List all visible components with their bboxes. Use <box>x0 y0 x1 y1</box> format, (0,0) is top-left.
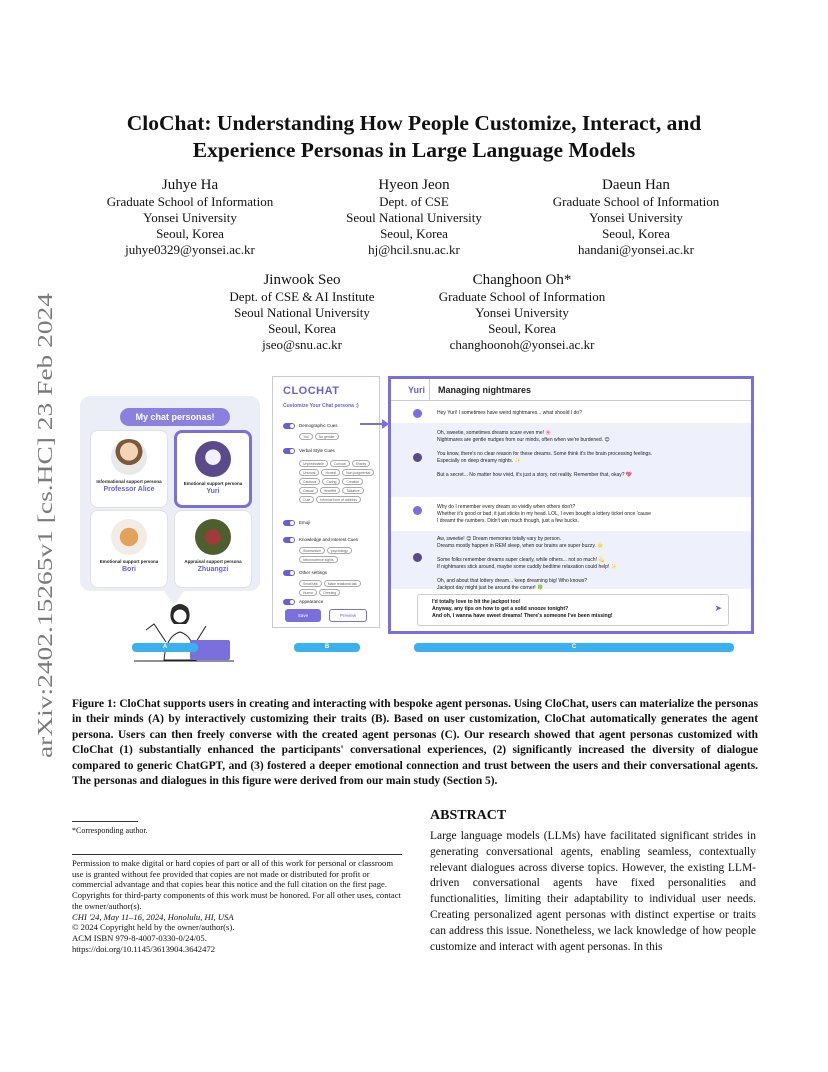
persona-caption: Informational support persona <box>96 479 162 484</box>
persona-name: Professor Alice <box>103 486 155 493</box>
author-affil: Dept. of CSE & AI Institute <box>229 289 375 304</box>
chat-topic: Managing nightmares <box>438 385 532 395</box>
author-affil: Seoul National University <box>234 305 370 320</box>
author-name: Hyeon Jeon <box>378 177 450 193</box>
toggle-appearance[interactable] <box>283 599 295 605</box>
chips-knowledge <box>299 547 375 563</box>
trait-chip[interactable]: Non-judgmental <box>342 469 374 476</box>
trait-chip[interactable]: Unpredictable <box>299 460 328 467</box>
author-affil: Seoul, Korea <box>602 226 670 241</box>
persona-card[interactable] <box>174 510 252 588</box>
persona-name: Bori <box>122 566 136 573</box>
trait-chip[interactable]: Creative <box>342 478 363 485</box>
arrow-right-icon <box>360 418 390 430</box>
panel-a-persona-list <box>80 396 260 591</box>
author-affil: Seoul, Korea <box>380 226 448 241</box>
section-label-demographic: Demographic Cues <box>299 423 338 428</box>
chips-verbal <box>299 460 375 503</box>
author-affil: Seoul, Korea <box>156 226 224 241</box>
trait-chip[interactable]: Small talk <box>299 580 322 587</box>
author-affil: Yonsei University <box>143 210 237 225</box>
author-affil: Seoul, Korea <box>268 321 336 336</box>
persona-caption: Appraisal support persona <box>184 559 242 564</box>
author-email: handani@yonsei.ac.kr <box>578 242 694 257</box>
trait-chip[interactable]: Yuri <box>299 433 313 440</box>
author-affil: Graduate School of Information <box>552 194 720 209</box>
chat-header <box>391 379 751 401</box>
trait-chip[interactable]: Curious <box>330 460 350 467</box>
toggle-emoji[interactable] <box>283 520 295 526</box>
preview-button[interactable]: Preview <box>329 609 367 622</box>
panel-c-chat <box>388 376 754 634</box>
trait-chip[interactable]: Casual <box>299 487 318 494</box>
trait-chip[interactable]: Talkative <box>342 487 363 494</box>
panel-label-c <box>414 643 734 652</box>
figure-1 <box>70 370 760 682</box>
doi-link[interactable]: https://doi.org/10.1145/3613904.3642472 <box>72 943 215 954</box>
author-block <box>207 271 397 353</box>
avatar <box>111 439 147 475</box>
author-name: Juhye Ha <box>161 177 219 193</box>
avatar <box>195 441 231 477</box>
persona-caption: Emotional support persona <box>99 559 159 564</box>
chat-message-bot <box>391 531 751 589</box>
author-affil: Graduate School of Information <box>106 194 274 209</box>
persona-card-selected[interactable] <box>174 430 252 508</box>
label-text: C <box>571 644 577 650</box>
chips-demographic <box>299 433 375 440</box>
message-text: Why do I remember every dream so vividly when others don't? Whether it's good or bad, it just sticks in my head. LOL, I even bought a lottery ticket once 'cause I dreamt the numbers. Didn't win much though, just a few bucks. <box>437 504 651 524</box>
author-affil: Yonsei University <box>475 305 569 320</box>
persona-name: Zhuangzi <box>197 566 229 573</box>
save-button[interactable]: Save <box>285 609 321 622</box>
trait-chip[interactable]: Humor <box>299 589 317 596</box>
panel-label-b <box>294 643 360 652</box>
trait-chip[interactable]: Unusual <box>299 469 319 476</box>
panel-b-customization <box>272 376 380 628</box>
trait-chip[interactable]: Greeting <box>319 589 340 596</box>
permission-block <box>72 858 402 954</box>
trait-chip[interactable]: Shamanism <box>299 547 325 554</box>
abstract-text: Large language models (LLMs) have facilitated significant strides in generating conversational agents, enabling seamless, contextually relevant dialogues across diverse topics. However, the existing LLM-driven conversational agents have fixed personalities and functionalities, limiting their adaptability to individual user needs. Creating personalized agent personas with distinct expertise or traits can address this issue. Nonetheless, we lack knowledge of how people customize and interact with agent personas. In this <box>430 830 756 953</box>
customize-subtitle: Customize Your Chat persona :) <box>283 403 359 409</box>
trait-chip[interactable]: Make relational talk <box>324 580 361 587</box>
chat-persona-name: Yuri <box>408 385 426 395</box>
persona-caption: Emotional support persona <box>183 481 243 486</box>
message-text: Hey Yuri! I sometimes have weird nightmares... what should I do? <box>437 410 582 416</box>
persona-avatar <box>413 553 422 562</box>
author-email: jseo@snu.ac.kr <box>262 337 342 352</box>
isbn: ACM ISBN 979-8-4007-0330-0/24/05. <box>72 932 207 943</box>
author-name: Daeun Han <box>602 177 670 193</box>
chat-message-user <box>391 501 751 529</box>
author-name: Jinwook Seo <box>263 272 341 288</box>
trait-chip[interactable]: Snarky <box>352 460 371 467</box>
author-affil: Graduate School of Information <box>438 289 606 304</box>
author-name: Changhoon Oh* <box>472 272 572 288</box>
footnote-rule <box>72 821 138 822</box>
chat-message-bot <box>391 423 751 497</box>
message-text: Aw, sweetie! 😊 Dream memories totally vary by person. Dreams mostly happen in REM sleep, when our brains are super buzzy. ⭐ Some folks remember dreams super clearly, while others... not so much! 💫 If nightmares stick around, maybe some cuddly bedtime relaxation could help! ✨ Oh, and about that lottery dream... keep dreaming big! Who knows? Jackpot day might just be around the corner! 🍀 <box>437 536 617 591</box>
trait-chip[interactable]: Heartfelt <box>320 487 341 494</box>
chat-input[interactable] <box>417 594 729 626</box>
label-text: A <box>162 644 168 650</box>
chat-input-text: I'd totally love to hit the jackpot too! Anyway, any tips on how to get a solid snooze tonight? And oh, I wanna have sweet dreams! There's someone I've been missing! <box>432 599 613 619</box>
copyright: © 2024 Copyright held by the owner/author(s). <box>72 922 235 933</box>
author-affil: Dept. of CSE <box>379 194 449 209</box>
section-label-knowledge: Knowledge and Interest Cues <box>299 537 359 542</box>
venue: CHI '24, May 11–16, 2024, Honolulu, HI, USA <box>72 911 234 922</box>
trait-chip[interactable]: Cute <box>299 496 314 503</box>
section-label-appearance: Appearance <box>299 599 324 604</box>
label-text: B <box>324 644 330 650</box>
trait-chip[interactable]: psychology <box>327 547 352 554</box>
avatar <box>195 519 231 555</box>
section-label-other: Other settings <box>299 570 328 575</box>
persona-avatar <box>413 453 422 462</box>
author-email: juhye0329@yonsei.ac.kr <box>125 242 255 257</box>
persona-card[interactable] <box>90 430 168 508</box>
toggle-verbal[interactable] <box>283 448 295 454</box>
title-line-2: Experience Personas in Large Language Models <box>192 138 636 162</box>
author-block <box>422 271 622 353</box>
panel-label-a <box>132 643 198 652</box>
section-label-emoji: Emoji <box>299 520 311 525</box>
message-text: Oh, sweetie, sometimes dreams scare even me! 🌸 Nightmares are gentle nudges from our minds, often when we're burdened. 😊 You know, there's no clear reason for these dreams. Some think it's the brain processing feelings. Especially on deep dreamy nights. ✨ But a secret... No matter how vivid, it's just a story, not reality. Remember that, okay? 💖 <box>437 430 653 478</box>
trait-chip[interactable]: Neuroscience sights <box>299 556 338 563</box>
abstract-heading: ABSTRACT <box>430 808 507 823</box>
user-avatar <box>413 409 422 418</box>
author-affil: Seoul National University <box>346 210 482 225</box>
title-line-1: CloChat: Understanding How People Customize, Interact, and <box>126 111 702 135</box>
chat-message-user <box>391 407 751 421</box>
author-affil: Yonsei University <box>589 210 683 225</box>
persona-name: Yuri <box>206 488 220 495</box>
footnote: *Corresponding author. <box>72 826 148 835</box>
figure-caption: Figure 1: CloChat supports users in creating and interacting with bespoke agent personas. Using CloChat, users can materialize the personas in their minds (A) by interactively customizing their traits (B). Based on user customization, CloChat automatically generates the agent persona. Users can then freely converse with the created agent personas (C). Our research showed that agent personas customized with CloChat (1) substantially enhanced the participants' conversational experiences, (2) significantly increased the diversity of dialogue compared to generic ChatGPT, and (3) fostered a deeper emotional connection and trust between the users and their conversational agents. The personas and dialogues in this figure were derived from our main study (Section 5). <box>72 698 758 788</box>
header-divider <box>429 379 430 401</box>
trait-chip[interactable]: Informal form of address <box>316 496 361 503</box>
author-block <box>319 176 509 258</box>
trait-chip[interactable]: No gender <box>315 433 339 440</box>
persona-card[interactable] <box>90 510 168 588</box>
user-avatar <box>413 506 422 515</box>
toggle-knowledge[interactable] <box>283 537 295 543</box>
send-icon[interactable]: ➤ <box>714 603 722 613</box>
toggle-other[interactable] <box>283 570 295 576</box>
author-email: hj@hcil.snu.ac.kr <box>368 242 460 257</box>
chips-other <box>299 580 375 596</box>
trait-chip[interactable]: Honest <box>321 469 340 476</box>
permission-rule <box>72 854 402 855</box>
clochat-logo: CLOCHAT <box>283 385 340 397</box>
trait-chip[interactable]: Caring <box>322 478 340 485</box>
permission-text: Permission to make digital or hard copies of part or all of this work for personal or classroom use is granted without fee provided that copies are not made or distributed for profit or commercial advantage and that copies bear this notice and the full citation on the first page. Copyrights for third-party components of this work must be honored. For all other uses, contact the owner/author(s). <box>72 858 401 911</box>
section-label-verbal: Verbal Style Cues <box>299 448 335 453</box>
author-block <box>95 176 285 258</box>
paper-title <box>60 110 768 164</box>
arxiv-stamp-text: arXiv:2402.15265v1 [cs.HC] 23 Feb 2024 <box>33 402 57 758</box>
panel-a-title: My chat personas! <box>120 408 230 426</box>
author-affil: Seoul, Korea <box>488 321 556 336</box>
trait-chip[interactable]: Cautious <box>299 478 320 485</box>
author-email: changhoonoh@yonsei.ac.kr <box>449 337 595 352</box>
author-block <box>541 176 731 258</box>
arxiv-stamp <box>8 288 68 768</box>
avatar <box>111 519 147 555</box>
toggle-demographic[interactable] <box>283 423 295 429</box>
